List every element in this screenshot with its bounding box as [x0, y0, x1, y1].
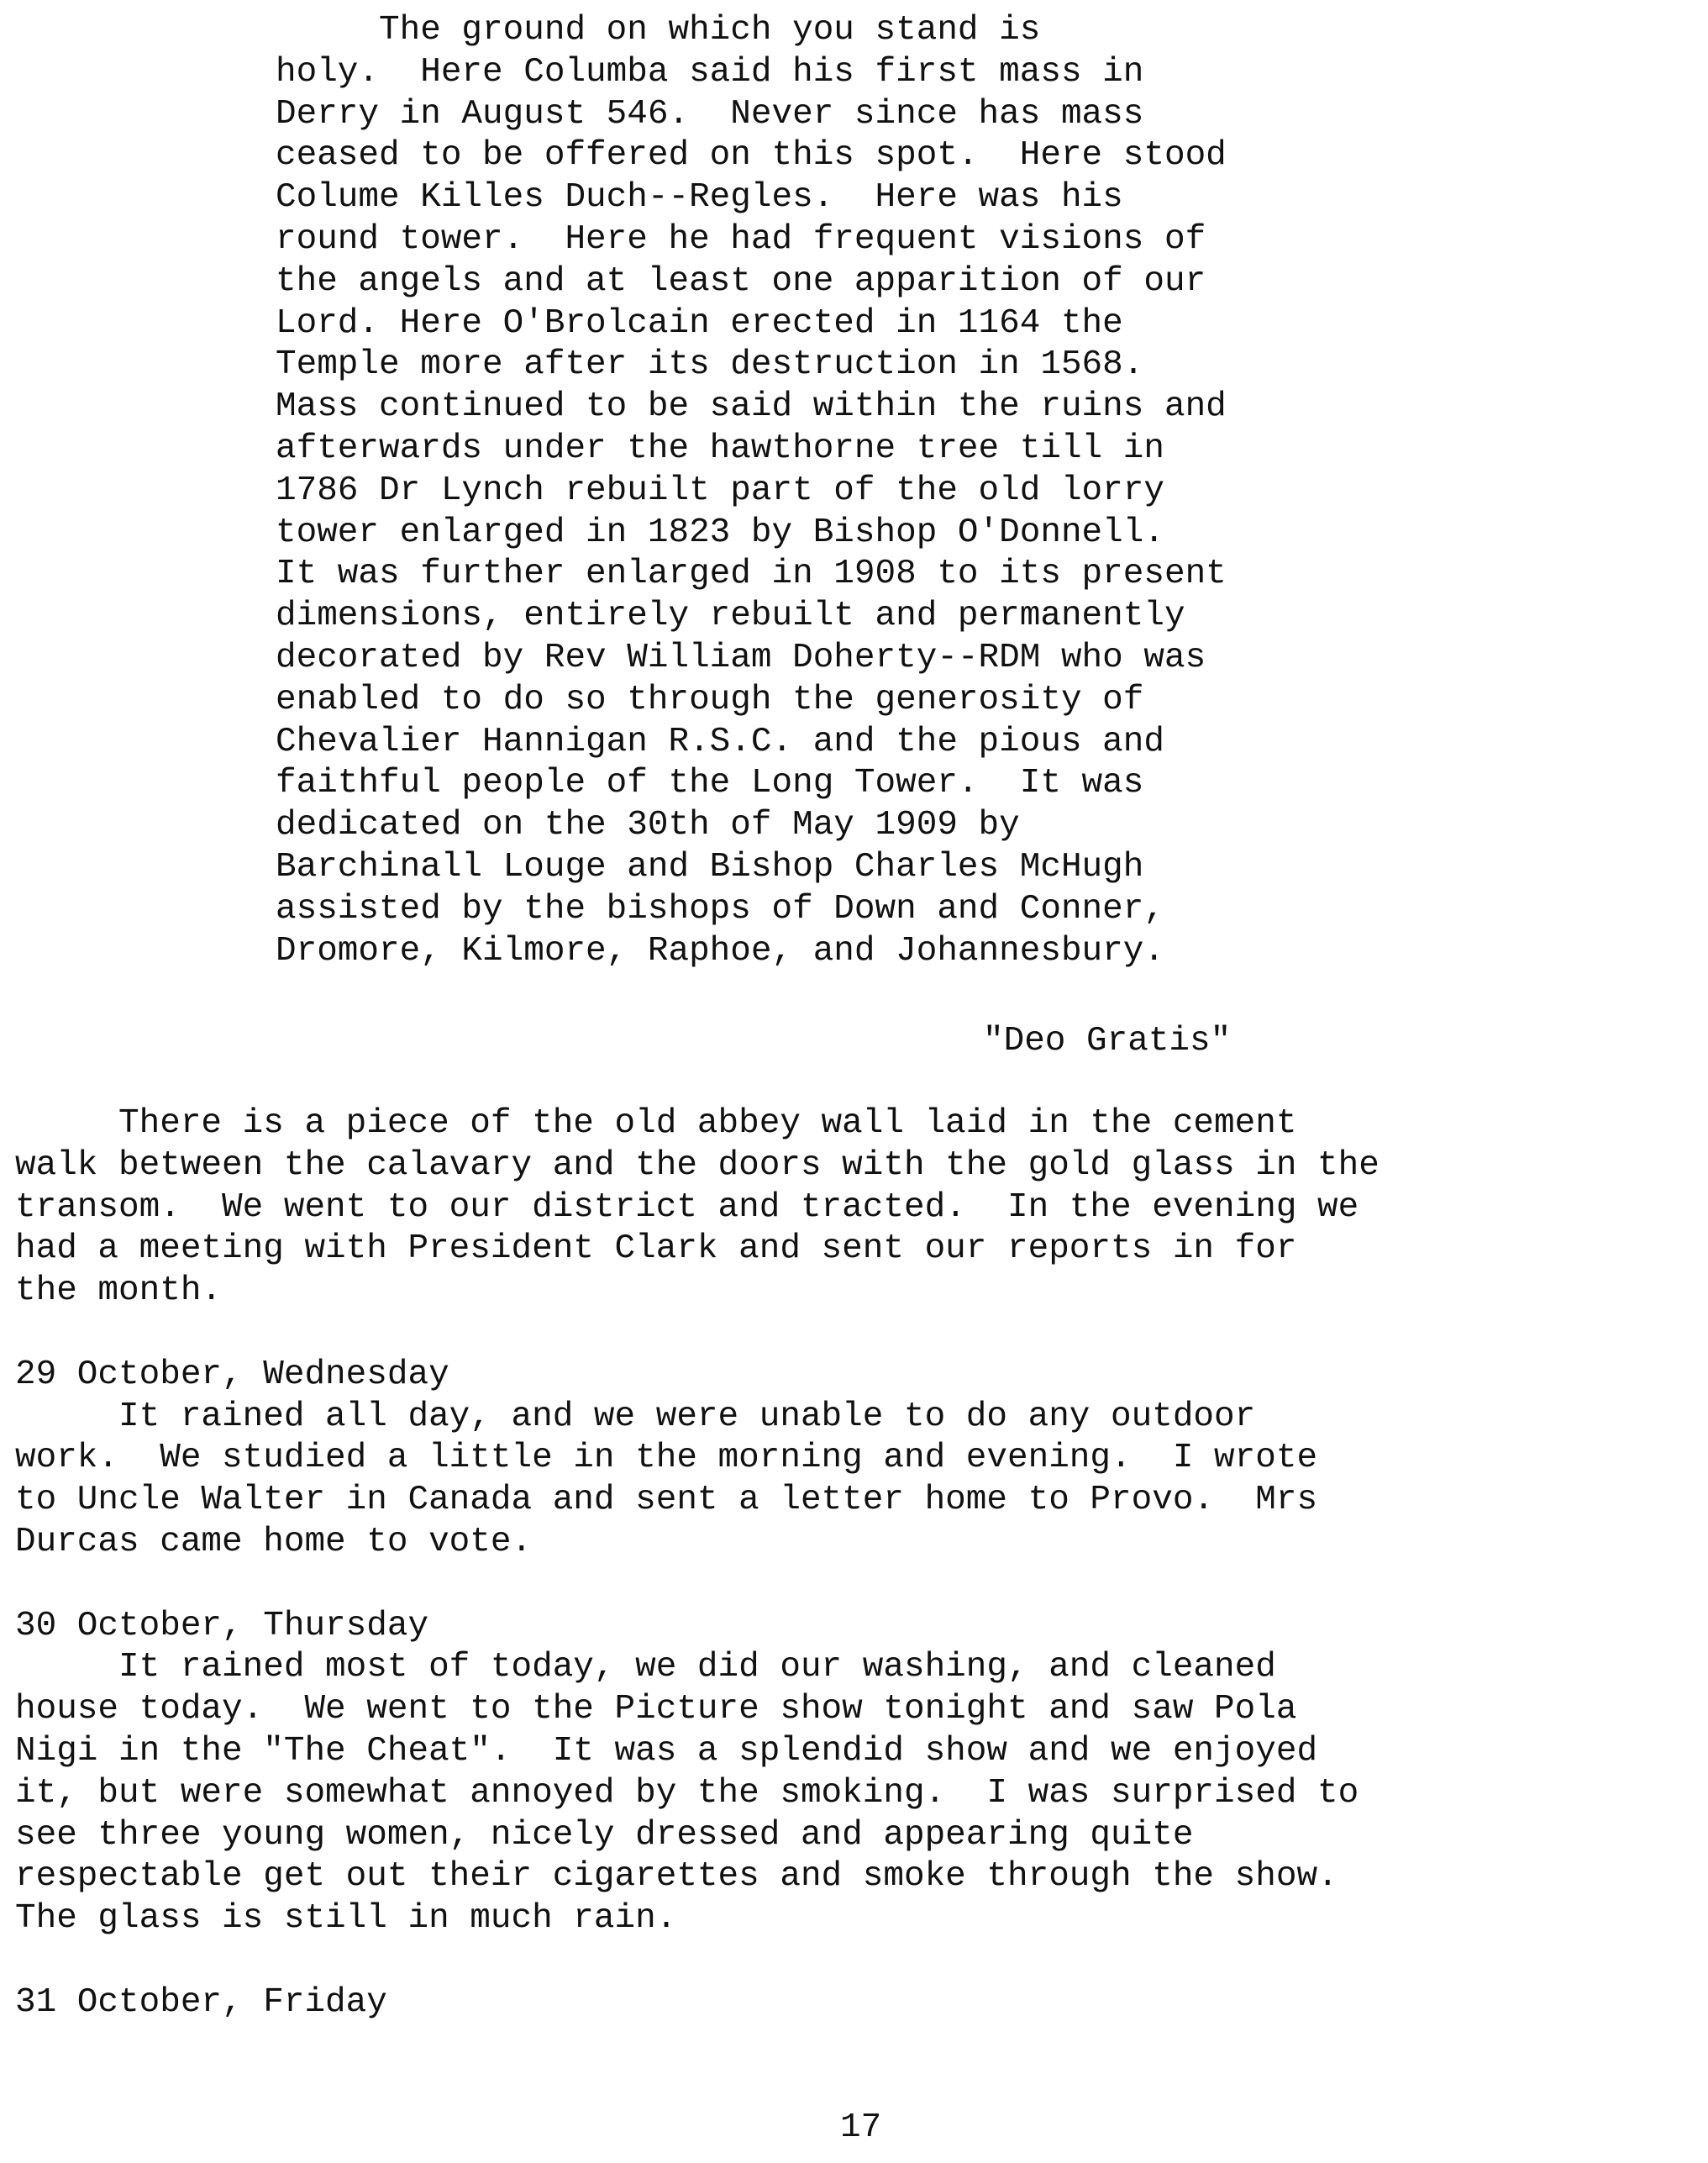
- paragraph-line: had a meeting with President Clark and sent our reports in for: [15, 1229, 1297, 1269]
- page-number: 17: [840, 2108, 882, 2147]
- plaque-line: The ground on which you stand is: [276, 11, 1041, 50]
- paragraph-line: work. We studied a little in the morning and evening. I wrote: [15, 1439, 1318, 1478]
- plaque-line: assisted by the bishops of Down and Conner,: [276, 889, 1164, 929]
- plaque-line: holy. Here Columba said his first mass in: [276, 52, 1144, 92]
- plaque-line: Barchinall Louge and Bishop Charles McHugh: [276, 847, 1144, 887]
- plaque-line: enabled to do so through the generosity of: [276, 680, 1144, 719]
- paragraph-line: Durcas came home to vote.: [15, 1522, 533, 1561]
- paragraph-line: the month.: [15, 1271, 223, 1311]
- plaque-line: tower enlarged in 1823 by Bishop O'Donnell.: [276, 513, 1164, 552]
- plaque-line: the angels and at least one apparition of our: [276, 261, 1206, 301]
- plaque-line: Derry in August 546. Never since has mass: [276, 94, 1144, 134]
- paragraph-line: There is a piece of the old abbey wall laid in the cement: [15, 1104, 1297, 1143]
- plaque-inscription: [276, 10, 1227, 972]
- paragraph-line: see three young women, nicely dressed and appearing quite: [15, 1815, 1194, 1855]
- plaque-line: round tower. Here he had frequent visions of: [276, 219, 1206, 259]
- diary-entry: [15, 1982, 1380, 2024]
- plaque-line: Chevalier Hannigan R.S.C. and the pious and: [276, 722, 1164, 761]
- paragraph-line: respectable get out their cigarettes and smoke through the show.: [15, 1857, 1338, 1897]
- plaque-line: faithful people of the Long Tower. It was: [276, 764, 1144, 803]
- diary-entry: [15, 1355, 1380, 1564]
- paragraph-line: It rained all day, and we were unable to do any outdoor: [15, 1397, 1256, 1436]
- paragraph-line: Nigi in the "The Cheat". It was a splendid show and we enjoyed: [15, 1731, 1318, 1771]
- plaque-line: Mass continued to be said within the ruins and: [276, 387, 1227, 427]
- plaque-line: Temple more after its destruction in 1568.: [276, 345, 1144, 385]
- plaque-line: dimensions, entirely rebuilt and permanently: [276, 597, 1185, 636]
- paragraph-line: to Uncle Walter in Canada and sent a letter home to Provo. Mrs: [15, 1481, 1318, 1520]
- entry-date-heading: 30 October, Thursday: [15, 1606, 429, 1645]
- paragraph-line: walk between the calavary and the doors with the gold glass in the: [15, 1145, 1380, 1185]
- plaque-line: ceased to be offered on this spot. Here stood: [276, 136, 1227, 176]
- plaque-line: 1786 Dr Lynch rebuilt part of the old lorry: [276, 471, 1164, 510]
- plaque-motto: "Deo Gratis": [983, 1022, 1232, 1060]
- paragraph-line: transom. We went to our district and tracted. In the evening we: [15, 1187, 1359, 1227]
- plaque-line: Lord. Here O'Brolcain erected in 1164 the: [276, 303, 1123, 343]
- paragraph-line: house today. We went to the Picture show tonight and saw Pola: [15, 1690, 1297, 1729]
- diary-intro-paragraph: [15, 1103, 1380, 1313]
- entry-date-heading: 31 October, Friday: [15, 1982, 387, 2022]
- entry-date-heading: 29 October, Wednesday: [15, 1355, 449, 1394]
- plaque-line: It was further enlarged in 1908 to its present: [276, 555, 1227, 594]
- paragraph-line: It rained most of today, we did our washing, and cleaned: [15, 1648, 1276, 1687]
- paragraph-line: it, but were somewhat annoyed by the smoking. I was surprised to: [15, 1773, 1359, 1813]
- plaque-line: afterwards under the hawthorne tree till in: [276, 429, 1164, 468]
- paragraph-line: The glass is still in much rain.: [15, 1899, 677, 1939]
- plaque-line: Dromore, Kilmore, Raphoe, and Johannesbury.: [276, 931, 1164, 971]
- diary-text: [15, 1103, 1380, 2066]
- plaque-line: decorated by Rev William Doherty--RDM who was: [276, 638, 1206, 677]
- diary-entry: [15, 1606, 1380, 1940]
- plaque-line: dedicated on the 30th of May 1909 by: [276, 806, 1020, 845]
- plaque-line: Colume Killes Duch--Regles. Here was his: [276, 178, 1123, 218]
